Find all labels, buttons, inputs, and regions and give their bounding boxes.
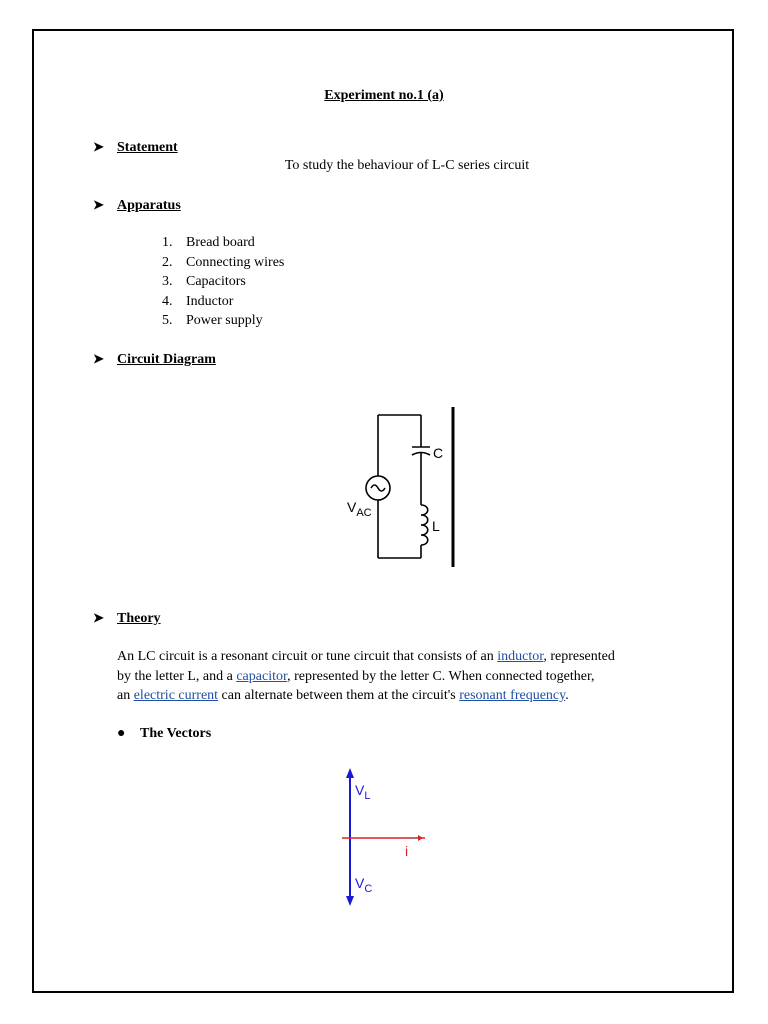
arrowhead-bullet-icon: ➤ bbox=[93, 610, 104, 625]
vl-label: $V_L$ bbox=[355, 782, 371, 802]
statement-heading: ➤ Statement bbox=[93, 139, 178, 155]
phasor-diagram bbox=[330, 765, 440, 910]
list-item: 5. Power supply bbox=[162, 313, 263, 328]
capacitor-label: C bbox=[433, 445, 444, 461]
inductor-link[interactable]: inductor bbox=[497, 649, 544, 664]
statement-text: To study the behaviour of L-C series circuit bbox=[284, 158, 530, 173]
electric-current-link[interactable]: electric current bbox=[133, 688, 219, 703]
page-title: Experiment no.1 (a) bbox=[324, 88, 444, 103]
list-item: 4. Inductor bbox=[162, 293, 234, 309]
inductor-label: L bbox=[432, 518, 440, 534]
apparatus-heading: ➤ Apparatus bbox=[93, 197, 181, 213]
arrowhead-bullet-icon: ➤ bbox=[93, 197, 104, 212]
list-item: 1. Bread board bbox=[162, 235, 255, 250]
vc-label: $V_C$ bbox=[355, 875, 373, 895]
arrowhead-bullet-icon: ➤ bbox=[93, 351, 104, 366]
resonant-frequency-link[interactable]: resonant frequency bbox=[459, 688, 566, 703]
dot-bullet-icon: ● bbox=[117, 726, 126, 741]
theory-paragraph: An LC circuit is a resonant circuit or tune circuit that consists of an inductor, represented by the letter L, and a capacitor, represented by the letter C. When connected together, an electric current can alternate between them at the circuit's resonant frequency. bbox=[117, 649, 615, 703]
vectors-heading: ● The Vectors bbox=[117, 726, 212, 741]
list-item: 2. Connecting wires bbox=[162, 254, 285, 270]
lc-circuit-diagram bbox=[340, 400, 470, 575]
list-item: 3. Capacitors bbox=[162, 274, 246, 289]
theory-heading: ➤ Theory bbox=[93, 610, 161, 626]
circuit-heading: ➤ Circuit Diagram bbox=[93, 351, 216, 367]
source-label: $V_{AC}$ bbox=[347, 499, 372, 519]
arrowhead-bullet-icon: ➤ bbox=[93, 139, 104, 154]
capacitor-link[interactable]: capacitor bbox=[236, 668, 288, 684]
apparatus-list bbox=[162, 233, 284, 331]
i-label: i bbox=[405, 843, 409, 859]
